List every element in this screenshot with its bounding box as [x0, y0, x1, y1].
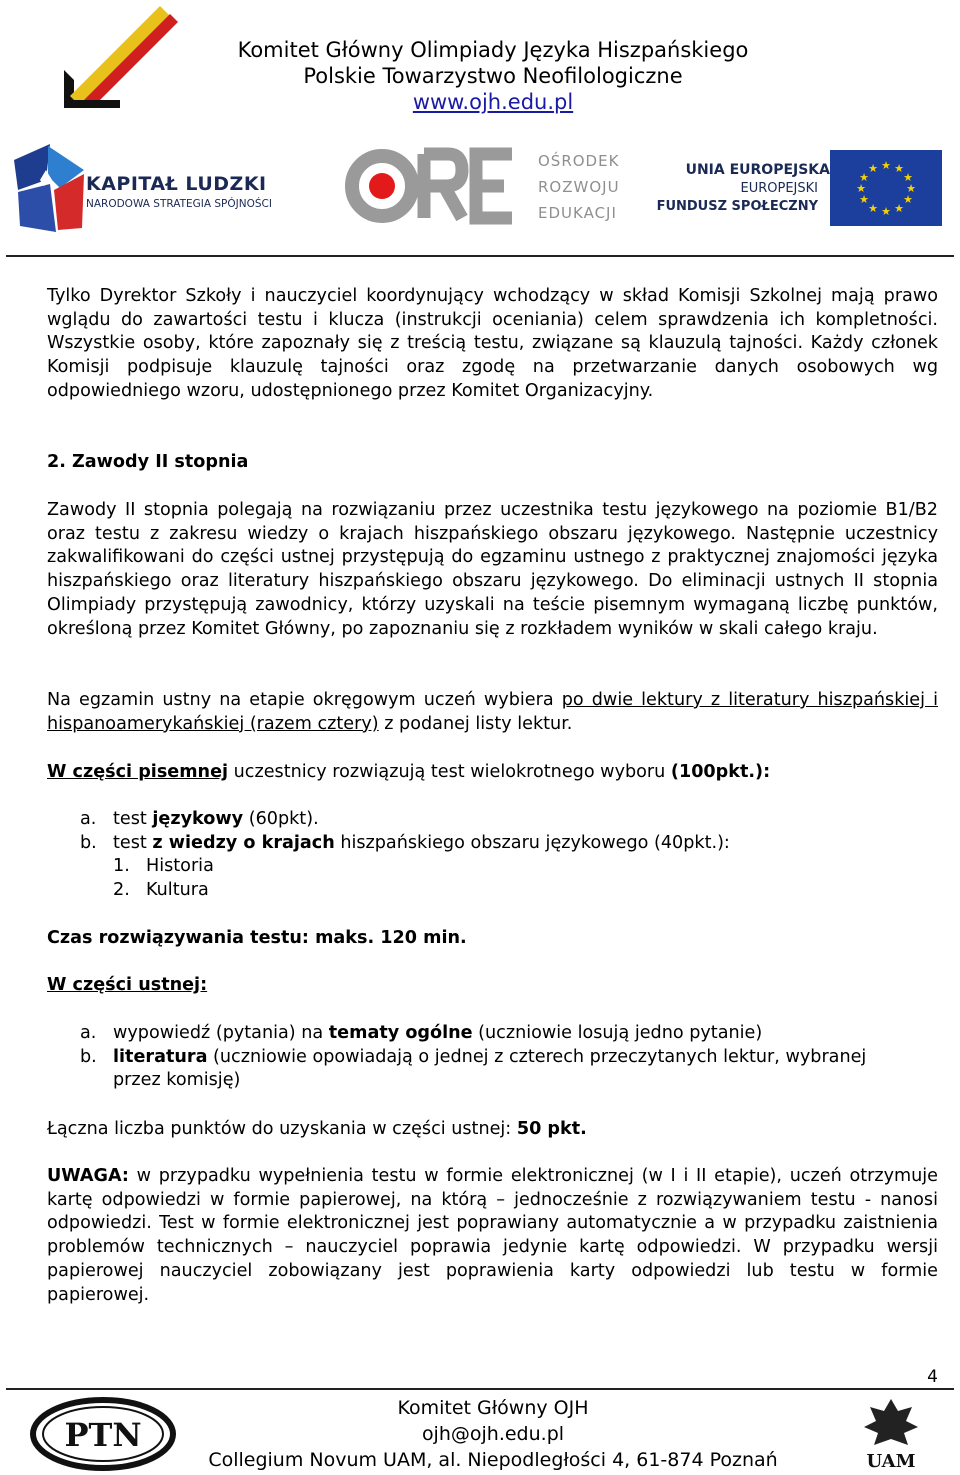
uam-logo-text: UAM [866, 1451, 916, 1472]
svg-text:★: ★ [906, 182, 916, 195]
ptn-logo-text: PTN [64, 1416, 142, 1454]
note-label: UWAGA: [47, 1166, 129, 1186]
kapital-ludzki-title: KAPITAŁ LUDZKI [86, 173, 267, 195]
svg-text:★: ★ [903, 171, 913, 184]
kapital-ludzki-subtitle: NARODOWA STRATEGIA SPÓJNOŚCI [86, 198, 272, 210]
list-item: 2. Kultura [113, 880, 209, 901]
svg-text:★: ★ [859, 193, 869, 206]
eu-social-fund-logo [656, 150, 942, 230]
written-part-label: W części pisemnej [47, 762, 229, 782]
list-item: 1. Historia [113, 856, 214, 877]
eu-line2: EUROPEJSKI [740, 181, 818, 196]
footer-line1: Komitet Główny OJH [397, 1397, 589, 1419]
list-item: a. test językowy (60pkt). [80, 809, 319, 829]
oral-reading-paragraph [47, 689, 938, 736]
header-title: Komitet Główny Olimpiady Języka Hiszpańskiego [237, 38, 749, 62]
eu-flag-icon [830, 150, 942, 226]
footer-email[interactable]: ojh@ojh.edu.pl [421, 1423, 565, 1445]
footer-divider [6, 1388, 954, 1390]
kapital-ludzki-logo [10, 140, 300, 240]
svg-text:★: ★ [881, 205, 891, 218]
svg-text:★: ★ [881, 159, 891, 172]
section-title: 2. Zawody II stopnia [47, 452, 249, 472]
uam-logo-icon [858, 1393, 924, 1473]
oral-part-label: W części ustnej: [47, 975, 208, 995]
svg-text:★: ★ [868, 202, 878, 215]
svg-text:★: ★ [903, 193, 913, 206]
svg-text:★: ★ [868, 162, 878, 175]
oral-reading-text-b: z podanej listy lektur. [378, 713, 573, 734]
ore-wordmark-icon [344, 146, 516, 226]
written-part-list [80, 808, 730, 903]
ore-line1: OŚRODEK [538, 152, 620, 170]
oral-part-list [80, 1022, 940, 1093]
ore-line3: EDUKACJI [538, 204, 617, 222]
header-subtitle: Polskie Towarzystwo Neofilologiczne [303, 64, 683, 88]
oral-reading-text-a: Na egzamin ustny na etapie okręgowym uczeń wybiera [47, 690, 562, 710]
list-item-continuation: przez komisję) [113, 1070, 241, 1091]
footer-address: Collegium Novum UAM, al. Niepodległości 4, 61-874 Poznań [208, 1449, 778, 1471]
oral-reading-underlined: po dwie lektury z literatury hiszpańskiej i hispanoamerykańskiej (razem cztery) [47, 690, 938, 734]
stage2-paragraph: Zawody II stopnia polegają na rozwiązaniu przez uczestnika testu językowego na poziomie B1/B2 oraz testu z zakresu wiedzy o krajach hiszpańskiego obszaru językowego. Następnie uczestnicy zakwalifikowani do części ustnej przystępują do egzaminu ustnego z praktycznej znajomości języka hiszpańskiego oraz literatury hiszpańskiego obszaru językowego. Do eliminacji ustnych II stopnia Olimpiady przystępują zawodnicy, którzy uzyskali na teście pisemnym wymaganą liczbę punktów, określoną przez Komitet Główny, po zapoznaniu się z rozkładem wyników w skali całego kraju. [47, 500, 938, 639]
svg-text:★: ★ [856, 182, 866, 195]
kapital-ludzki-emblem-icon [10, 140, 90, 235]
note-text: w przypadku wypełnienia testu w formie elektronicznej (w I i II etapie), uczeń otrzymuje kartę odpowiedzi w formie papierowej, na którą – jednocześnie z rozwiązywaniem testu - nanosi odpowiedzi. Test w formie elektronicznej jest poprawiany automatycznie a w przypadku zaistnienia problemów technicznych – nauczyciel poprawia jedynie kartę odpowiedzi. W przypadku wersji papierowej nauczyciel zobowiązany jest poprawienia karty odpowiedzi lub testu w formie papierowej. [47, 1166, 938, 1305]
svg-text:★: ★ [894, 202, 904, 215]
eu-line1: UNIA EUROPEJSKA [685, 162, 830, 178]
ore-logo [344, 146, 624, 236]
written-part-line [47, 761, 938, 785]
list-item: b. literatura (uczniowie opowiadają o jednej z czterech przeczytanych lektur, wybranej [80, 1046, 867, 1067]
written-part-text: uczestnicy rozwiązują test wielokrotnego wyboru [228, 762, 671, 782]
header-divider [6, 255, 954, 257]
list-item: a. wypowiedź (pytania) na tematy ogólne (uczniowie losują jedno pytanie) [80, 1023, 763, 1043]
oral-total-points: Łączna liczba punktów do uzyskania w części ustnej: 50 pkt. [47, 1119, 587, 1139]
header-website-link[interactable]: www.ojh.edu.pl [412, 90, 574, 114]
list-item: b. test z wiedzy o krajach hiszpańskiego obszaru językowego (40pkt.): [80, 832, 730, 853]
page-number: 4 [927, 1367, 938, 1387]
eu-line3: FUNDUSZ SPOŁECZNY [656, 199, 818, 214]
test-time: Czas rozwiązywania testu: maks. 120 min. [47, 928, 467, 948]
written-part-points: (100pkt.): [670, 762, 771, 782]
intro-paragraph: Tylko Dyrektor Szkoły i nauczyciel koordynujący wchodzący w skład Komisji Szkolnej mają prawo wglądu do zawartości testu i klucza (instrukcji oceniania) celem sprawdzenia ich kompletności. Wszystkie osoby, które zapoznały się z treścią testu, związane są klauzulą tajności. Każdy członek Komisji podpisuje klauzulę tajności oraz zgodę na przetwarzanie danych osobowych wg odpowiedniego wzoru, udostępnionego przez Komitet Organizacyjny. [47, 286, 938, 401]
note-paragraph [47, 1165, 938, 1307]
ore-line2: ROZWOJU [538, 178, 620, 196]
svg-text:★: ★ [859, 171, 869, 184]
svg-text:★: ★ [894, 162, 904, 175]
